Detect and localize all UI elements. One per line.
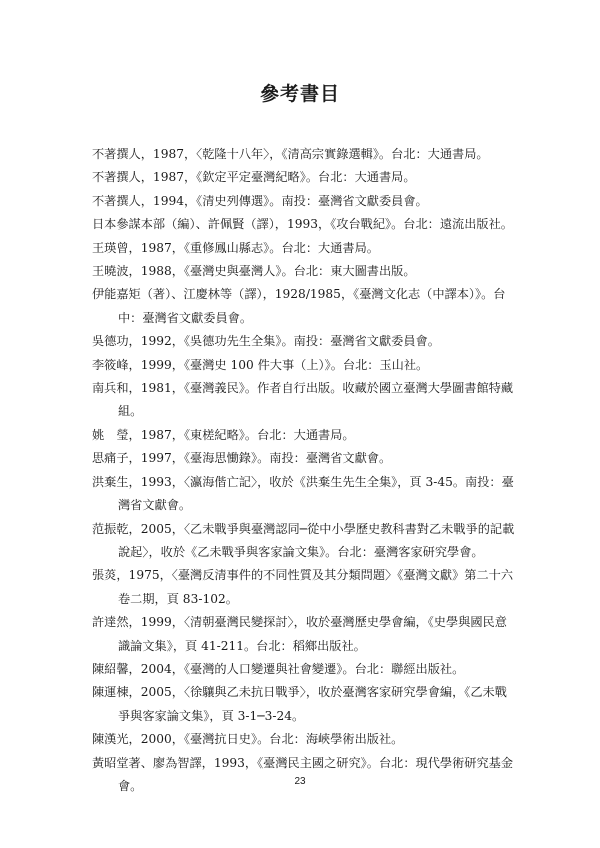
page-number: 23 xyxy=(294,776,306,787)
bibliography-entry: 不著撰人，1987，《欽定平定臺灣紀略》。台北：大通書局。 xyxy=(92,170,416,185)
bibliography-list xyxy=(92,143,516,798)
bibliography-entry: 不著撰人，1994，《清史列傳選》。南投：臺灣省文獻委員會。 xyxy=(92,193,428,208)
bibliography-entry: 陳紹馨，2004，《臺灣的人口變遷與社會變遷》。台北：聯經出版社。 xyxy=(92,661,465,676)
page-title: 參考書目 xyxy=(259,83,340,105)
bibliography-entry: 王曉波，1988，《臺灣史與臺灣人》。台北：東大圖書出版。 xyxy=(92,264,416,279)
bibliography-entry: 姚 瑩，1987，《東槎紀略》。台北：大通書局。 xyxy=(92,427,355,442)
bibliography-entry: 范振乾，2005，〈乙未戰爭與臺灣認同─從中小學歷史教科書對乙未戰爭的記載說起〉，收於《乙未戰爭與客家論文集》。台北：臺灣客家研究學會。 xyxy=(92,521,515,559)
bibliography-entry: 洪棄生，1993，〈瀛海偕亡記〉，收於《洪棄生先生全集》，頁 3-45。南投：臺灣省文獻會。 xyxy=(92,474,514,513)
bibliography-entry: 張菼，1975，〈臺灣反清事件的不同性質及其分類問題〉《臺灣文獻》第二十六卷二期，頁 83-102。 xyxy=(92,568,514,606)
bibliography-entry: 陳運棟，2005，〈徐驤與乙未抗日戰爭〉，收於臺灣客家研究學會編，《乙未戰爭與客家論文集》，頁 3-1─3-24。 xyxy=(92,685,507,723)
bibliography-entry: 日本參謀本部（編）、許佩賢（譯），1993，《攻台戰紀》。台北：遠流出版社。 xyxy=(92,217,513,232)
bibliography-entry: 思痛子，1997，《臺海思慟錄》。南投：臺灣省文獻會。 xyxy=(92,451,392,466)
bibliography-entry: 南兵和，1981，《臺灣義民》。作者自行出版。收藏於國立臺灣大學圖書館特藏組。 xyxy=(92,381,514,419)
bibliography-entry: 黃昭堂著、廖為智譯，1993，《臺灣民主國之研究》。台北：現代學術研究基金會。 xyxy=(92,755,514,793)
bibliography-entry: 王瑛曾，1987，《重修鳳山縣志》。台北：大通書局。 xyxy=(92,240,379,255)
bibliography-entry: 陳漢光，2000，《臺灣抗日史》。台北：海峽學術出版社。 xyxy=(92,732,404,747)
bibliography-entry: 伊能嘉矩（著）、江慶林等（譯），1928/1985，《臺灣文化志（中譯本）》。台中：臺灣省文獻委員會。 xyxy=(92,287,506,325)
bibliography-entry: 吳德功，1992，《吳德功先生全集》。南投：臺灣省文獻委員會。 xyxy=(92,334,440,349)
bibliography-entry: 不著撰人，1987，〈乾隆十八年〉，《清高宗實錄選輯》。台北：大通書局。 xyxy=(92,147,489,161)
bibliography-entry: 李筱峰，1999，《臺灣史 100 件大事（上）》。台北：玉山社。 xyxy=(92,357,429,372)
bibliography-entry: 許達然，1999，〈清朝臺灣民變探討〉，收於臺灣歷史學會編，《史學與國民意識論文集》，頁 41-211。台北：稻鄉出版社。 xyxy=(92,615,507,653)
